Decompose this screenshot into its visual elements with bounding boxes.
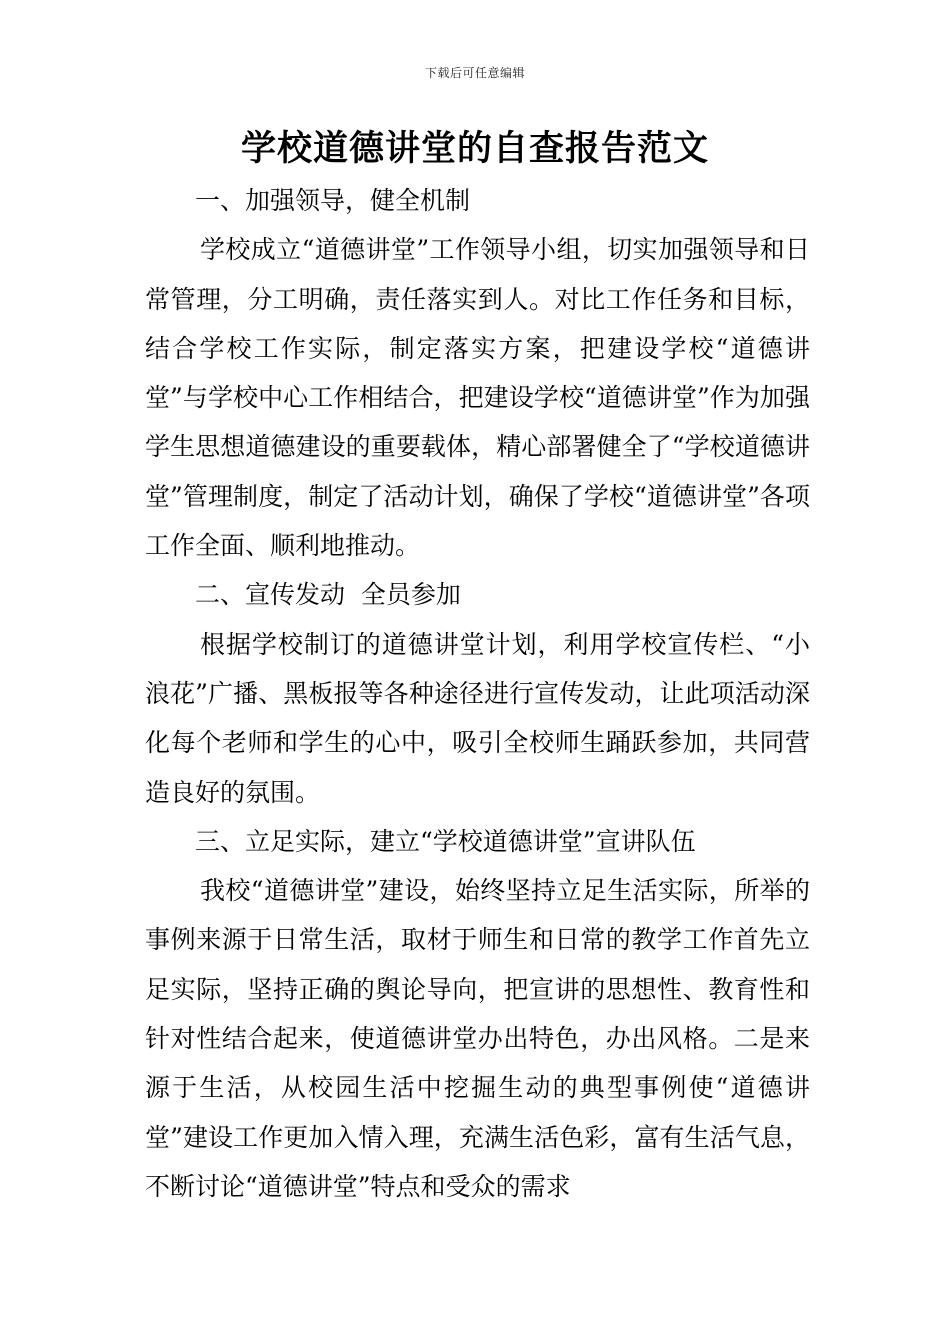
document-title: 学校道德讲堂的自查报告范文 [240,129,709,169]
document-body [145,176,810,1211]
section-paragraph-3: 我校“道德讲堂”建设，始终坚持立足生活实际，所举的事例来源于日常生活，取材于师生和日常的教学工作首先立足实际，坚持正确的舆论导向，把宣讲的思想性、教育性和针对性结合起来，使道德讲堂办出特色，办出风格。二是来源于生活，从校园生活中挖掘生动的典型事例使“道德讲堂”建设工作更加入情入理，充满生活色彩，富有生活气息，不断讨论“道德讲堂”特点和受众的需求 [145,876,810,1201]
page-header-note: 下载后可任意编辑 [424,66,525,80]
section-heading-3: 三、立足实际，建立“学校道德讲堂”宣讲队伍 [195,826,696,856]
section-paragraph-1: 学校成立“道德讲堂”工作领导小组，切实加强领导和日常管理，分工明确，责任落实到人。对比工作任务和目标，结合学校工作实际，制定落实方案，把建设学校“道德讲堂”与学校中心工作相结合，把建设学校“道德讲堂”作为加强学生思想道德建设的重要载体，精心部署健全了“学校道德讲堂”管理制度，制定了活动计划，确保了学校“道德讲堂”各项工作全面、顺利地推动。 [145,235,810,561]
section-heading-1: 一、加强领导，健全机制 [195,186,471,215]
section-heading-2: 二、宣传发动 全员参加 [195,580,461,610]
section-paragraph-2: 根据学校制订的道德讲堂计划，利用学校宣传栏、“小浪花”广播、黑板报等各种途径进行宣传发动，让此项活动深化每个老师和学生的心中，吸引全校师生踊跃参加，共同营造良好的氛围。 [145,629,810,807]
